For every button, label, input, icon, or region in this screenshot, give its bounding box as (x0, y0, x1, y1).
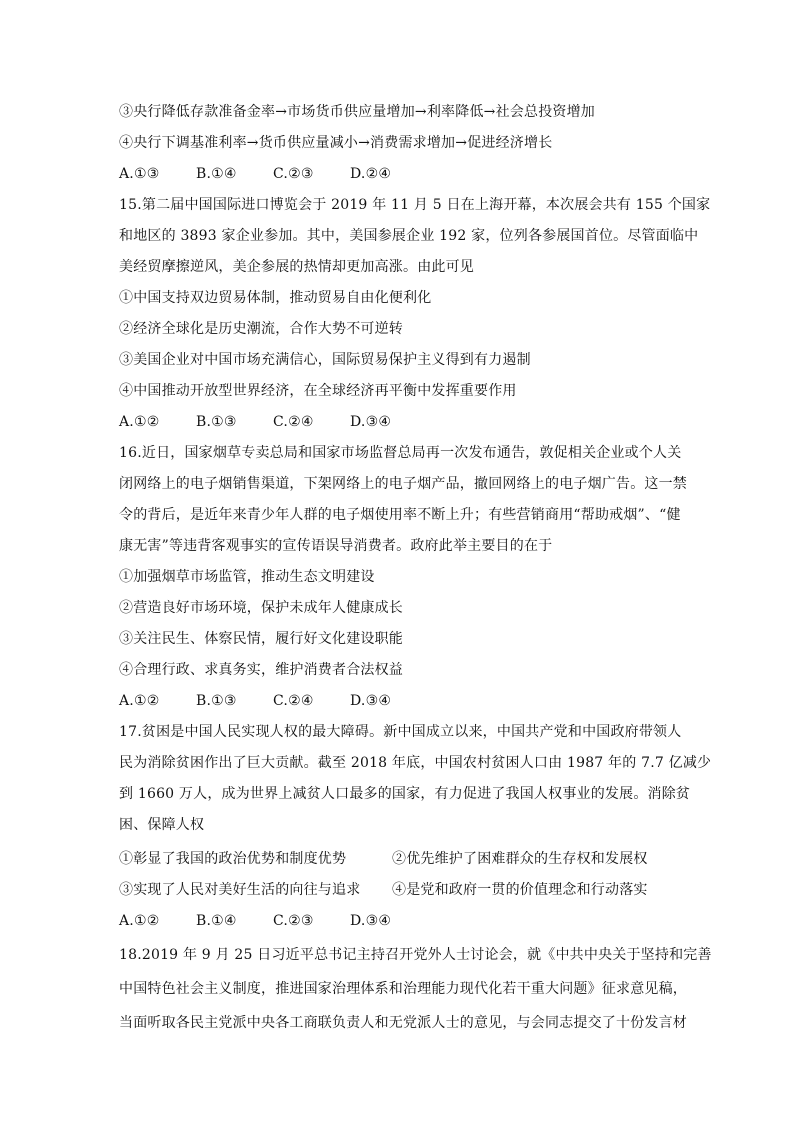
q16-choice-b[interactable]: B.①③ (196, 693, 237, 709)
q16-stem-line-2: 闭网络上的电子烟销售渠道，下架网络上的电子烟产品，撤回网络上的电子烟广告。这一禁 (119, 476, 687, 492)
q17-options-row-1 (119, 850, 679, 870)
q14-option-3: ③央行降低存款准备金率→市场货币供应量增加→利率降低→社会总投资增加 (119, 104, 595, 120)
q17-option-4: ④是党和政府一贯的价值理念和行动落实 (392, 882, 648, 898)
q14-option-4: ④央行下调基准利率→货币供应量减小→消费需求增加→促进经济增长 (119, 135, 553, 151)
q15-stem-line-2: 和地区的 3893 家企业参加。其中，美国参展企业 192 家，位列各参展国首位。尽管面临中 (119, 228, 699, 244)
q15-option-1: ①中国支持双边贸易体制，推动贸易自由化便利化 (119, 290, 432, 306)
q17-choice-c[interactable]: C.②③ (273, 913, 314, 929)
q15-option-2: ②经济全球化是历史潮流，合作大势不可逆转 (119, 321, 403, 337)
q17-stem-line-1: 17.贫困是中国人民实现人权的最大障碍。新中国成立以来，中国共产党和中国政府带领人 (119, 724, 682, 740)
q16-option-1: ①加强烟草市场监管，推动生态文明建设 (119, 569, 375, 585)
q17-options-row-2 (119, 881, 679, 901)
q18-stem-line-1: 18.2019 年 9 月 25 日习近平总书记主持召开党外人士讨论会，就《中共中央关于坚持和完善 (119, 947, 712, 963)
q17-choice-a[interactable]: A.①② (119, 913, 160, 929)
q15-stem-line-1: 15.第二届中国国际进口博览会于 2019 年 11 月 5 日在上海开幕，本次展会共有 155 个国家 (119, 197, 711, 213)
q16-choice-a[interactable]: A.①② (119, 693, 160, 709)
q17-option-3: ③实现了人民对美好生活的向往与追求 (119, 882, 361, 898)
q15-choice-b[interactable]: B.①③ (196, 414, 237, 430)
q16-option-2: ②营造良好市场环境，保护未成年人健康成长 (119, 600, 403, 616)
q16-option-4: ④合理行政、求真务实，维护消费者合法权益 (119, 662, 403, 678)
q17-stem-line-4: 困、保障人权 (119, 817, 205, 833)
q16-answer-choices (119, 692, 679, 712)
q15-option-4: ④中国推动开放型世界经济，在全球经济再平衡中发挥重要作用 (119, 383, 517, 399)
q14-choice-c[interactable]: C.②③ (273, 166, 314, 182)
q15-answer-choices (119, 413, 679, 433)
q14-answer-choices (119, 165, 679, 185)
q17-option-2: ②优先维护了困难群众的生存权和发展权 (392, 851, 648, 867)
q15-option-3: ③美国企业对中国市场充满信心，国际贸易保护主义得到有力遏制 (119, 352, 531, 368)
q16-option-3: ③关注民生、体察民情，履行好文化建设职能 (119, 631, 403, 647)
q16-choice-c[interactable]: C.②④ (273, 693, 314, 709)
q16-stem-line-4: 康无害”等违背客观事实的宣传语误导消费者。政府此举主要目的在于 (119, 538, 553, 554)
q18-stem-line-2: 中国特色社会主义制度，推进国家治理体系和治理能力现代化若干重大问题》征求意见稿， (119, 981, 687, 997)
q15-stem-line-3: 美经贸摩擦逆风，美企参展的热情却更加高涨。由此可见 (119, 259, 474, 275)
q18-stem-line-3: 当面听取各民主党派中央各工商联负责人和无党派人士的意见，与会同志提交了十份发言材 (119, 1015, 687, 1031)
q17-stem-line-2: 民为消除贫困作出了巨大贡献。截至 2018 年底，中国农村贫困人口由 1987 年的 7.7 亿减少 (119, 755, 712, 771)
q16-stem-line-1: 16.近日，国家烟草专卖总局和国家市场监督总局再一次发布通告，敦促相关企业或个人关 (119, 445, 682, 461)
q14-choice-a[interactable]: A.①③ (119, 166, 160, 182)
q17-stem-line-3: 到 1660 万人，成为世界上减贫人口最多的国家，有力促进了我国人权事业的发展。消除贫 (119, 786, 691, 802)
q14-choice-b[interactable]: B.①④ (196, 166, 237, 182)
q15-choice-c[interactable]: C.②④ (273, 414, 314, 430)
q17-choice-d[interactable]: D.③④ (350, 913, 392, 929)
q17-option-1: ①彰显了我国的政治优势和制度优势 (119, 851, 347, 867)
q17-answer-choices (119, 912, 679, 932)
q17-choice-b[interactable]: B.①④ (196, 913, 237, 929)
q16-choice-d[interactable]: D.③④ (350, 693, 392, 709)
q14-choice-d[interactable]: D.②④ (350, 166, 392, 182)
q15-choice-a[interactable]: A.①② (119, 414, 160, 430)
q15-choice-d[interactable]: D.③④ (350, 414, 392, 430)
q16-stem-line-3: 令的背后，是近年来青少年人群的电子烟使用率不断上升；有些营销商用“帮助戒烟”、“健 (119, 507, 681, 523)
